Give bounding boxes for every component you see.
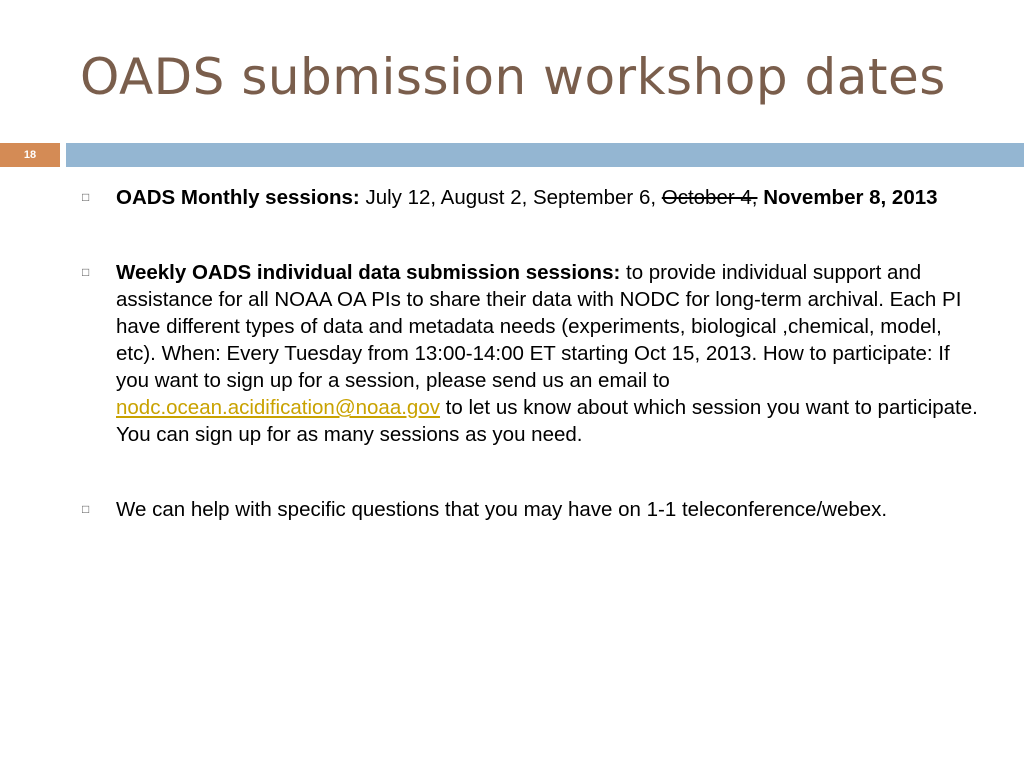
header-bar [66,143,1024,167]
bullet-body: July 12, August 2, September 6, [359,186,662,209]
bullet-label: Weekly OADS individual data submission sessions: [116,261,621,284]
bullet-body-end: to let us know about which session you want to participate. You can sign up for as many sessions as you need. [116,396,978,446]
bullet-square-icon: □ [82,265,90,279]
bullet-final-date: November 8, 2013 [763,186,938,209]
bullet-body: to provide individual support and assistance for all NOAA OA PIs to share their data with NODC for long-term archival. Each PI have different types of data and metadata needs (experiments, biological ,chemical, model, etc). When: Every Tuesday from 13:00-14:00 ET starting Oct 15, 2013. How to participate: If you want to sign up for a session, please send us an email to [116,261,962,392]
slide-number: 18 [0,143,60,167]
bullet-specific-questions [82,496,982,523]
slide-title: OADS submission workshop dates [80,48,946,106]
bullet-monthly-sessions [82,184,982,211]
struck-date: October 4, [661,186,758,209]
slide-content [82,184,982,571]
bullet-text [116,259,982,448]
bullet-text [116,184,982,211]
bullet-label: OADS Monthly sessions: [116,186,360,209]
bullet-square-icon: □ [82,502,90,516]
email-link[interactable]: nodc.ocean.acidification@noaa.gov [116,396,440,419]
bullet-square-icon: □ [82,190,90,204]
bullet-weekly-sessions [82,259,982,448]
bullet-text: We can help with specific questions that you may have on 1-1 teleconference/webex. [116,498,888,521]
